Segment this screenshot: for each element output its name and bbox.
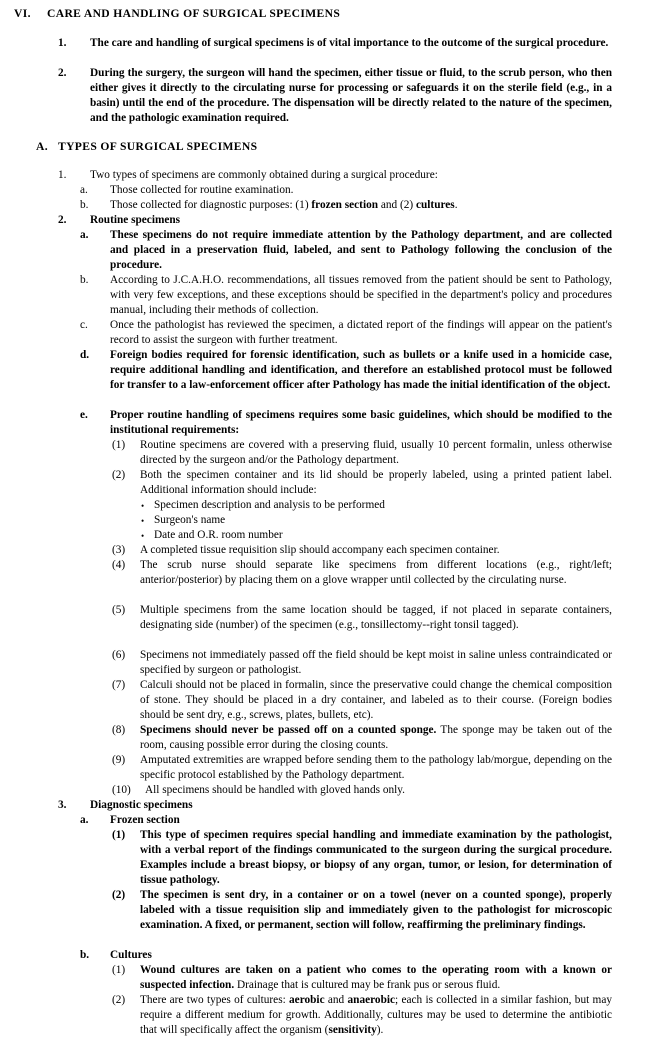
list-marker: a. xyxy=(80,814,89,826)
list-marker: (8) xyxy=(112,724,126,736)
item-1a xyxy=(80,183,612,198)
text-pre: There are two types of cultures: xyxy=(140,994,290,1006)
list-marker: b. xyxy=(80,949,90,961)
section-title: CARE AND HANDLING OF SURGICAL SPECIMENS xyxy=(47,7,341,20)
list-text: Cultures xyxy=(110,949,152,961)
list-marker: 1. xyxy=(58,169,67,181)
item-e9 xyxy=(112,753,612,783)
text-pre: Those collected for diagnostic purposes: (1) xyxy=(110,199,312,211)
subsection-marker: A. xyxy=(36,140,48,153)
item-e1 xyxy=(112,438,612,468)
item-e10 xyxy=(112,783,612,798)
list-marker: (2) xyxy=(112,469,126,481)
list-marker: (3) xyxy=(112,544,126,556)
text-emphasis-frozen-section: frozen section xyxy=(311,199,379,211)
list-marker: (2) xyxy=(112,889,126,901)
item-e6 xyxy=(112,648,612,678)
item-f2 xyxy=(112,888,612,933)
text-mid: and (2) xyxy=(378,199,416,211)
list-text: A completed tissue requisition slip should accompany each specimen container. xyxy=(140,544,500,556)
text-emphasis-counted-sponge: Specimens should never be passed off on a counted sponge. xyxy=(140,724,437,736)
list-text: Calculi should not be placed in formalin, since the preservative could change the chemical composition of stone. They should be placed in a dry container, and labeled as to their course. (Foreign bodies should be sent dry, e.g., screws, plates, bullets, etc). xyxy=(140,679,612,722)
list-text: Amputated extremities are wrapped before sending them to the pathology lab/morgue, depending on the specific protocol established by the Pathology department. xyxy=(140,754,612,782)
list-text: According to J.C.A.H.O. recommendations, all tissues removed from the patient should be sent to Pathology, with very few exceptions, and these exceptions should be specified in the department's policy and procedures manual, including their methods of collection. xyxy=(110,274,612,317)
list-text: These specimens do not require immediate attention by the Pathology department, and are collected and placed in a preservation fluid, labeled, and sent to Pathology following the conclusion of the procedure. xyxy=(110,229,612,272)
text-post: ). xyxy=(376,1024,384,1037)
bullet-text: Date and O.R. room number xyxy=(154,529,283,541)
text-emphasis-cultures: cultures xyxy=(416,199,455,211)
list-marker: b. xyxy=(80,199,89,211)
list-marker: (6) xyxy=(112,649,126,661)
intro-item-2 xyxy=(58,66,612,126)
item-e8 xyxy=(112,723,612,753)
list-marker: (1) xyxy=(112,829,126,841)
list-marker: (5) xyxy=(112,604,126,616)
item-e4 xyxy=(112,558,612,588)
text-remainder: Drainage that is cultured may be frank pus or serous fluid. xyxy=(234,979,501,992)
item-1b xyxy=(80,198,612,213)
item-e3 xyxy=(112,543,612,558)
text-emphasis-anaerobic: anaerobic xyxy=(347,994,396,1006)
list-marker: (1) xyxy=(112,964,126,976)
item-e5 xyxy=(112,603,612,633)
list-text: Frozen section xyxy=(110,814,180,826)
list-text: Both the specimen container and its lid should be properly labeled, using a printed patient label. Additional information should include: xyxy=(140,469,612,497)
list-text: The scrub nurse should separate like specimens from different locations (e.g., right/left; anterior/posterior) by placing them on a glove wrapper until collected by the circulating nurse. xyxy=(140,559,612,587)
list-text: Proper routine handling of specimens requires some basic guidelines, which should be modified to the institutional requirements: xyxy=(110,409,612,437)
text-remainder: The sponge may be taken out of the room, causing possible error during the closing counts. xyxy=(140,724,612,752)
item-2e xyxy=(80,408,612,438)
list-marker: (9) xyxy=(112,754,126,766)
bullet-icon: • xyxy=(141,500,145,511)
list-text xyxy=(80,198,612,213)
item-2d xyxy=(80,348,612,393)
item-3a xyxy=(80,813,612,828)
text-emphasis-sensitivity: sensitivity xyxy=(328,1024,377,1037)
list-text: Once the pathologist has reviewed the specimen, a dictated report of the findings will appear on the patient's record to assist the surgeon with further treatment. xyxy=(110,319,612,347)
list-marker: 3. xyxy=(58,799,67,811)
list-marker: 2. xyxy=(58,67,67,79)
list-marker: d. xyxy=(80,349,90,361)
bullet-item-2 xyxy=(141,513,612,528)
list-marker: c. xyxy=(80,319,88,331)
item-e2 xyxy=(112,468,612,498)
list-marker: (2) xyxy=(112,994,126,1006)
list-text: All specimens should be handled with gloved hands only. xyxy=(145,784,405,796)
list-text: The care and handling of surgical specimens is of vital importance to the outcome of the surgical procedure. xyxy=(90,37,609,49)
item-2 xyxy=(58,213,612,228)
list-marker: (1) xyxy=(112,439,126,451)
item-2a xyxy=(80,228,612,273)
section-marker: VI. xyxy=(14,7,31,20)
list-marker: 1. xyxy=(58,37,67,49)
text-emphasis-aerobic: aerobic xyxy=(289,994,325,1006)
item-2b xyxy=(80,273,612,318)
list-marker: (7) xyxy=(112,679,126,691)
list-text: Foreign bodies required for forensic identification, such as bullets or a knife used in a homicide case, require additional handling and identification, and therefore an established protocol must be followed for transfer to a law-enforcement officer after Pathology has made the initial identification of the object. xyxy=(110,349,612,392)
list-marker: 2. xyxy=(58,214,67,226)
list-text: Routine specimens are covered with a preserving fluid, usually 10 percent formalin, unless otherwise directed by the surgeon and/or the Pathology department. xyxy=(140,439,612,467)
list-text: Multiple specimens from the same location should be tagged, if not placed in separate containers, designating side (number) of the specimen (e.g., tonsillectomy--right tonsil tagged). xyxy=(140,604,612,632)
list-marker: a. xyxy=(80,229,89,241)
text-mid-1: and xyxy=(324,994,348,1006)
item-1 xyxy=(58,168,612,183)
list-text: Diagnostic specimens xyxy=(90,799,193,811)
list-marker: a. xyxy=(80,184,88,196)
item-f1 xyxy=(112,828,612,888)
list-text: The specimen is sent dry, in a container or on a towel (never on a counted sponge), properly labeled with a tissue requisition slip and immediately given to the pathologist for microscopic examination. A fixed, or permanent, section will follow, reaffirming the preliminary findings. xyxy=(140,889,612,932)
intro-item-1 xyxy=(58,36,612,51)
item-c1 xyxy=(112,963,612,993)
list-text: Routine specimens xyxy=(90,214,181,226)
list-text xyxy=(112,963,612,993)
subsection-title: TYPES OF SURGICAL SPECIMENS xyxy=(58,140,258,153)
list-text xyxy=(112,993,612,1038)
list-text: Those collected for routine examination. xyxy=(110,184,294,196)
bullet-text: Surgeon's name xyxy=(154,514,226,526)
bullet-item-3 xyxy=(141,528,612,543)
list-text: Specimens not immediately passed off the field should be kept moist in saline unless contraindicated or specified by surgeon or pathologist. xyxy=(140,649,612,677)
item-c2 xyxy=(112,993,612,1038)
item-2c xyxy=(80,318,612,348)
text-post: . xyxy=(454,199,458,211)
list-marker: e. xyxy=(80,409,88,421)
bullet-icon: • xyxy=(141,530,145,541)
text-emphasis-wound-cultures: Wound cultures are taken on a patient who comes to the operating room with a known or suspected infection. xyxy=(140,964,612,992)
list-text: During the surgery, the surgeon will hand the specimen, either tissue or fluid, to the scrub person, who then either gives it directly to the circulating nurse for processing or safeguards it on the sterile field (e.g., in a basin) until the end of the procedure. The dispensation will be directly related to the nature of the specimen, and the pathologic examination required. xyxy=(90,67,612,125)
bullet-text: Specimen description and analysis to be performed xyxy=(154,499,385,511)
subsection-heading-a xyxy=(36,139,616,154)
list-text: This type of specimen requires special handling and immediate examination by the pathologist, with a verbal report of the findings communicated to the surgeon during the surgical procedure. Examples include a breast biopsy, or biopsy of any organ, tumor, or lesion, for determination of tissue pathology. xyxy=(140,829,612,887)
list-text xyxy=(112,723,612,753)
text-mid-2: ; each is collected in a similar fashion, but may require a different medium for growth. Additionally, cultures may be used to determine the antibiotic that will specifically affect the organism ( xyxy=(140,994,612,1037)
list-marker: b. xyxy=(80,274,89,286)
list-text: Two types of specimens are commonly obtained during a surgical procedure: xyxy=(90,169,438,181)
bullet-item-1 xyxy=(141,498,612,513)
section-heading-vi xyxy=(14,6,614,21)
list-marker: (4) xyxy=(112,559,126,571)
item-3b xyxy=(80,948,612,963)
list-marker: (10) xyxy=(112,784,131,796)
item-3 xyxy=(58,798,612,813)
bullet-icon: • xyxy=(141,515,145,526)
item-e7 xyxy=(112,678,612,723)
